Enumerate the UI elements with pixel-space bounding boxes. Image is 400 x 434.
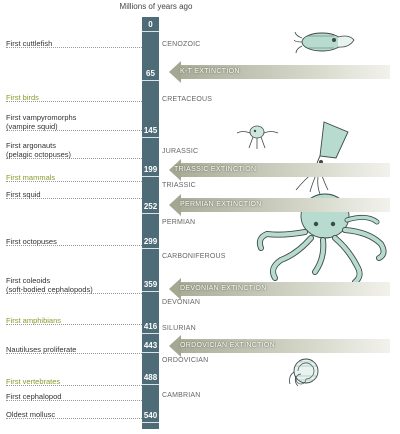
vampire-squid-illustration	[233, 124, 283, 150]
bar-tick	[142, 137, 159, 138]
timeline-bar	[142, 17, 159, 429]
period-label: JURASSIC	[162, 148, 199, 155]
bar-tick	[142, 384, 159, 385]
event-label: Oldest mollusc	[6, 410, 56, 419]
event-label: First birds	[6, 93, 39, 102]
period-label: CAMBRIAN	[162, 392, 201, 399]
bar-tick	[142, 248, 159, 249]
period-label: ORDOVICIAN	[162, 357, 209, 364]
event-label: First coleoids (soft-bodied cephalopods)	[6, 276, 93, 294]
tick-label: 145	[143, 126, 158, 135]
bar-tick	[142, 176, 159, 177]
event-label: First amphibians	[6, 316, 62, 325]
bar-tick	[142, 31, 159, 32]
period-label: PERMIAN	[162, 219, 196, 226]
bar-tick	[142, 80, 159, 81]
period-label: SILURIAN	[162, 325, 196, 332]
timeline-title: Millions of years ago	[119, 2, 193, 11]
event-label: First vertebrates	[6, 377, 61, 386]
bar-tick	[142, 422, 159, 423]
nautilus-illustration	[286, 356, 330, 388]
period-label: CRETACEOUS	[162, 96, 213, 103]
event-label: First argonauts (pelagic octopuses)	[6, 141, 72, 159]
event-label: First vampyromorphs (vampire squid)	[6, 113, 77, 131]
event-label: First cuttlefish	[6, 39, 53, 48]
bar-tick	[142, 352, 159, 353]
tick-label: 199	[143, 165, 158, 174]
event-label: Nautiluses proliferate	[6, 345, 77, 354]
event-label: First mammals	[6, 173, 56, 182]
extinction-label: DEVONIAN EXTINCTION	[180, 285, 267, 292]
period-label: CENOZOIC	[162, 41, 201, 48]
bar-tick	[142, 333, 159, 334]
tick-label: 0	[148, 20, 153, 29]
tick-label: 540	[143, 411, 158, 420]
period-label: TRIASSIC	[162, 182, 196, 189]
bar-tick	[142, 291, 159, 292]
bar-tick	[142, 213, 159, 214]
tick-label: 65	[146, 69, 155, 78]
squid-illustration	[286, 118, 356, 194]
extinction-label: ORDOVICIAN EXTINCTION	[180, 342, 275, 349]
tick-label: 443	[143, 341, 158, 350]
event-label: First squid	[6, 190, 41, 199]
tick-label: 416	[143, 322, 158, 331]
extinction-label: PERMIAN EXTINCTION	[180, 201, 262, 208]
extinction-label: TRIASSIC EXTINCTION	[174, 166, 257, 173]
period-label: DEVONIAN	[162, 299, 201, 306]
period-label: CARBONIFEROUS	[162, 253, 226, 260]
tick-label: 488	[143, 373, 158, 382]
tick-label: 252	[143, 202, 158, 211]
extinction-label: K-T EXTINCTION	[180, 68, 240, 75]
tick-label: 359	[143, 280, 158, 289]
cuttlefish-illustration	[294, 28, 356, 56]
event-label: First octopuses	[6, 237, 57, 246]
tick-label: 299	[143, 237, 158, 246]
event-label: First cephalopod	[6, 392, 62, 401]
